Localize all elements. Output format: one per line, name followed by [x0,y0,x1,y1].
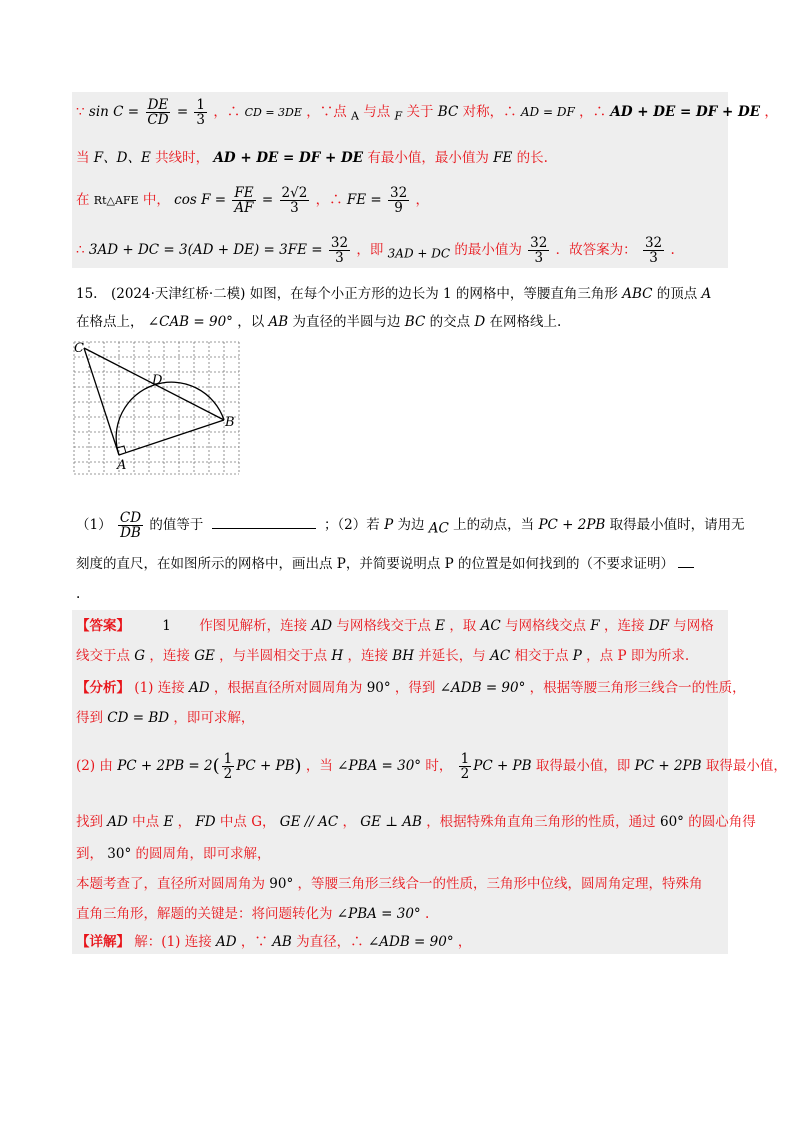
text: ，等腰三角形三线合一的性质，三角形中位线，圆周角定理，特殊角 [297,876,703,892]
text: ，连接 [347,648,388,664]
den: AF [234,200,254,216]
text: ，∴ [213,104,241,120]
text: ，取 [449,618,477,634]
num: 1 [223,751,233,767]
text: ，即可求解， [173,710,255,726]
math: AC [480,618,501,634]
text: 在格点上， [76,314,144,330]
text: 取得最小值时，请用无 [609,517,745,533]
math: 3AD + DC = 3(AD + DE) = 3FE = [88,242,323,258]
num: 32 [390,185,408,201]
text: 为边 [397,517,425,533]
detail-tag: 【详解】 [76,934,130,950]
text: 时， [425,758,453,774]
text: 中点 G， [219,814,276,830]
den: 9 [394,200,403,216]
text: 对称，∴ [462,104,517,120]
analysis-line-4 [76,812,756,832]
math: AD [311,618,333,634]
math: 60° [659,814,684,830]
num: 32 [530,235,548,251]
answer-tag: 【答案】 [76,618,130,634]
text: 找到 [76,814,103,830]
math: PC + PB [236,758,295,774]
math: AB [268,314,289,330]
math: P [384,517,394,533]
math: GE // AC [279,814,339,830]
math: 90° [269,876,294,892]
math: AD [189,680,210,696]
analysis-line-3 [76,752,787,781]
num: FE [234,185,254,201]
text: ，∴ [315,192,343,208]
math: F [394,109,403,123]
math: AD [107,814,128,830]
text: ，根据直径所对圆周角为 [213,680,363,696]
math: BC [404,314,426,330]
text: ，根据特殊角直角三角形的性质，通过 [426,814,656,830]
semicircle-arc [116,382,224,455]
fraction [118,511,143,540]
detail-line-1 [76,932,471,952]
math: = [176,104,189,120]
solution-line-4 [76,236,675,265]
text: 得到 [76,710,103,726]
label-a: A [117,458,127,473]
num: 32 [644,235,663,251]
math: F [590,618,600,634]
text: ，得到 [394,680,436,696]
text: 的顶点 [656,286,698,302]
text: ；（2）若 [323,517,380,533]
paren: ) [294,755,302,777]
text: ．故答案为： [555,242,637,258]
text: . [76,586,81,602]
text: 的交点 [429,314,471,330]
question-line-2 [76,312,561,332]
text: ， [177,814,192,830]
answer-blank-2[interactable] [678,567,694,568]
fraction [222,752,235,781]
text: 共线时， [155,150,210,166]
text: ，连接 [149,648,190,664]
text: . [670,242,675,258]
text: 与点 [363,104,391,120]
fraction [329,236,350,265]
math: 30° [107,846,132,862]
text: 与网格线交点 [505,618,586,634]
math: ∠CAB = 90° [147,314,233,330]
fraction [232,186,255,215]
den: 3 [290,200,299,216]
grid-lines [74,342,239,474]
math: AD [216,934,237,950]
den: 3 [335,250,344,266]
text: 到， [76,846,103,862]
math: F、D、E [93,150,151,166]
subquestion-line-2 [76,554,694,574]
num: 1 [460,751,470,767]
math: PC + 2PB [538,517,606,533]
math: AD + DE = DF + DE [213,150,364,166]
math: 3AD + DC [387,246,451,261]
text: 线交于点 [76,648,130,664]
fraction [280,186,310,215]
fraction [145,98,170,127]
math: ABC [622,286,653,302]
text: 相交于点 [514,648,569,664]
text: (1) 连接 [134,680,185,696]
text: 本题考查了，直径所对圆周角为 [76,876,265,892]
math: ∠ADB = 90° [367,934,454,950]
label-c: C [74,341,84,356]
text: ，∵点 [306,104,347,120]
text: ，∴ [579,104,607,120]
math: AB [272,934,292,950]
num: 2√2 [281,185,308,201]
solution-line-2 [76,148,548,168]
text: 的圆周角，即可求解， [135,846,271,862]
text: 当 [76,150,90,166]
text: 在 [76,192,90,208]
text: ，即 [356,242,384,258]
text: ∴ [76,242,85,258]
fraction [388,186,409,215]
math: = [261,192,274,208]
num: 1 [196,97,206,113]
fraction [459,752,472,781]
math: 90° [366,680,391,696]
solution-line-3 [76,186,429,215]
text: (2) 由 [76,758,113,774]
math: GE [194,648,215,664]
text: 中， [142,192,170,208]
math: E [163,814,174,830]
text: 取得最小值， [705,758,787,774]
text: 为直径，∴ [296,934,364,950]
text: 有最小值，最小值为 [367,150,489,166]
math: D [474,314,486,330]
math: ∠ADB = 90° [439,680,526,696]
text: ，连接 [603,618,645,634]
analysis-line-2 [76,708,254,728]
text: ，以 [237,314,265,330]
math: PC + 2PB = 2 [117,758,213,774]
text: 上的动点，当 [453,517,535,533]
den: DB [120,525,141,541]
solution-line-1 [76,98,778,127]
text: 直角三角形，解题的关键是：将问题转化为 [76,906,333,922]
math: DF [648,618,669,634]
text: 刻度的直尺，在如图所示的网格中，画出点 P，并简要说明点 P 的位置是如何找到的（不要求证明） [76,556,675,572]
text: 的长. [516,150,548,166]
text: 15. (2024·天津红桥·二模) 如图，在每个小正方形的边长为 1 的网格中，等腰直角三角形 [76,286,618,302]
text: ， [342,814,356,830]
text: . [424,906,430,922]
answer-line-1 [76,616,714,636]
answer-line-2 [76,646,689,666]
math: FE = [346,192,382,208]
label-b: B [225,415,235,430]
text: 解：(1) 连接 [134,934,212,950]
analysis-line-6 [76,874,703,894]
text: 取得最小值，即 [535,758,631,774]
text: 的圆心角得 [688,814,756,830]
paren: ( [212,755,220,777]
text: 作图见解析，连接 [199,618,308,634]
den: 2 [223,766,233,782]
grid-figure [70,338,250,478]
analysis-tag: 【分析】 [76,680,130,696]
den: 2 [460,766,470,782]
text: ，与半圆相交于点 [219,648,328,664]
math: PC + 2PB [634,758,702,774]
den: CD [147,112,169,128]
num: 32 [330,235,349,251]
text: 关于 [406,104,434,120]
math: cos F = [174,192,227,208]
math: ∠PBA = 30° [337,758,422,774]
math: PC + PB [473,758,532,774]
math: BH [392,648,414,664]
math: A [701,286,712,302]
answer-blank[interactable] [212,528,316,529]
text: ， [457,934,472,950]
math: AD + DE = DF + DE [610,104,761,120]
math: FE [493,150,513,166]
math: 1 [162,618,171,634]
math: P [572,648,582,664]
analysis-line-1 [76,678,746,698]
text: 的最小值为 [454,242,522,258]
label-d: D [152,373,163,388]
math: ∠PBA = 30° [336,906,421,922]
num: CD [119,510,142,526]
text: ，∵ [240,934,268,950]
text: ∵ [76,104,85,120]
math: FD [195,814,216,830]
math: E [435,618,446,634]
subquestion-line-1 [76,511,745,540]
analysis-line-5 [76,844,271,864]
math: CD = BD [107,710,170,726]
num: DE [147,97,169,113]
text: 与网格 [673,618,714,634]
fraction [528,236,549,265]
question-line-1 [76,284,711,304]
math: AC [490,648,511,664]
text: ，点 P 即为所求. [586,648,690,664]
text: 的值等于 [149,517,204,533]
text: ，当 [305,758,333,774]
math: Rt△AFE [93,194,139,207]
math: BC [437,104,459,120]
subquestion-line-3 [76,584,80,604]
math: CD = 3DE [244,106,302,119]
text: ，根据等腰三角形三线合一的性质， [529,680,746,696]
den: 3 [534,250,544,266]
fraction [643,236,664,265]
den: 3 [196,112,206,128]
math: sin C = [88,104,140,120]
text: 并延长，与 [418,648,486,664]
triangle-abc [84,348,224,455]
analysis-line-7 [76,904,429,924]
den: 3 [649,250,658,266]
math: A [351,109,359,123]
fraction [194,98,207,127]
math: AC [428,520,449,537]
text: 为直径的半圆与边 [292,314,401,330]
text: 在网格线上. [489,314,562,330]
text: （1） [76,517,112,533]
text: 中点 [132,814,160,830]
math: G [134,648,146,664]
text: ， [415,192,429,208]
math: GE ⊥ AB [360,814,422,830]
text: 与网格线交于点 [336,618,431,634]
math: H [331,648,344,664]
text: ， [764,104,778,120]
math: AD = DF [520,105,575,119]
